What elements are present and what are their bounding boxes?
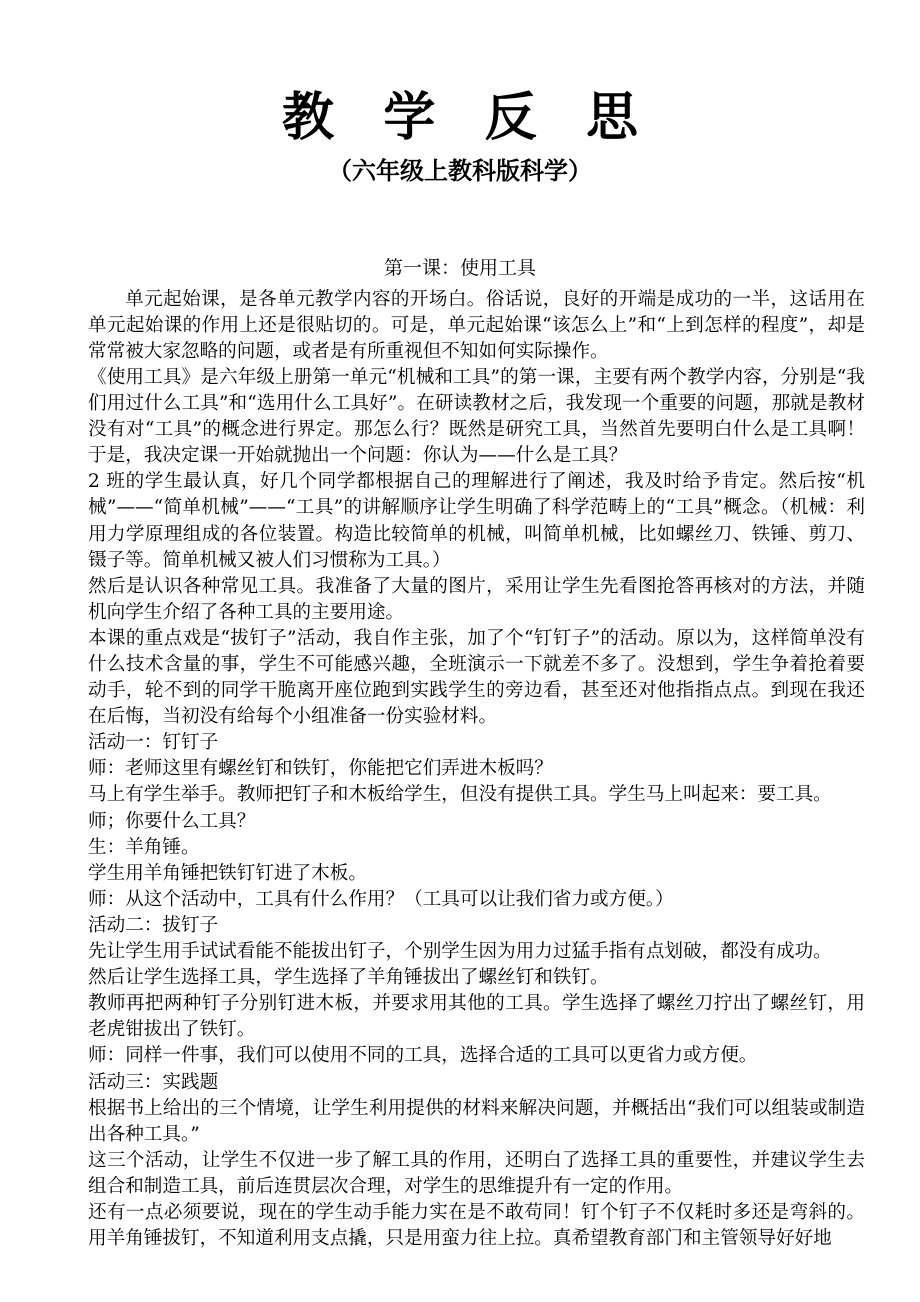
paragraph: 教师再把两种钉子分别钉进木板，并要求用其他的工具。学生选择了螺丝刀拧出了螺丝钉，用老虎钳拔出了铁钉。: [88, 993, 865, 1041]
page-title: 教 学 反 思: [282, 87, 654, 148]
paragraph: 师：从这个活动中，工具有什么作用？（工具可以让我们省力或方便。）: [88, 888, 674, 910]
document-body: [0, 287, 920, 1252]
paragraph: 活动二：拔钉子: [88, 914, 219, 936]
paragraph: 还有一点必须要说，现在的学生动手能力实在是不敢苟同！钉个钉子不仅耗时多还是弯斜的。用羊角锤拔钉，不知道利用支点撬，只是用蛮力往上拉。真希望教育部门和主管领导好好地: [88, 1201, 865, 1250]
paragraph: 学生用羊角锤把铁钉钉进了木板。: [88, 862, 367, 884]
paragraph: 《使用工具》是六年级上册第一单元“机械和工具”的第一课，主要有两个教学内容，分别是“我们用过什么工具”和“选用什么工具好”。在研读教材之后，我发现一个重要的问题，那就是教材没有对“工具”的概念进行界定。那怎么行？既然是研究工具，当然首先要明白什么是工具啊！于是，我决定课一开始就抛出一个问题：你认为——什么是工具？: [88, 366, 865, 467]
paragraph: 根据书上给出的三个情境，让学生利用提供的材料来解决问题，并概括出“我们可以组装或制造出各种工具。”: [88, 1097, 865, 1145]
paragraph: 先让学生用手试试看能不能拔出钉子，个别学生因为用力过猛手指有点划破，都没有成功。: [88, 941, 832, 963]
paragraph: 2 班的学生最认真，好几个同学都根据自己的理解进行了阐述，我及时给予肯定。然后按“机械”——“简单机械”——“工具”的讲解顺序让学生明确了科学范畴上的“工具”概念。（机械：利用力学原理组成的各位装置。构造比较简单的机械，叫简单机械，比如螺丝刀、铁锤、剪刀、镊子等。简单机械又被人们习惯称为工具。）: [88, 471, 865, 571]
lesson-heading: 第一课：使用工具: [383, 257, 536, 279]
paragraph: 师：老师这里有螺丝钉和铁钉，你能把它们弄进木板吗？: [88, 758, 553, 780]
paragraph: 然后是认识各种常见工具。我准备了大量的图片，采用让学生先看图抢答再核对的方法，并随机向学生介绍了各种工具的主要用途。: [88, 575, 865, 623]
paragraph: 活动一：钉钉子: [88, 732, 219, 754]
paragraph: 师：同样一件事，我们可以使用不同的工具，选择合适的工具可以更省力或方便。: [88, 1045, 758, 1067]
page-subtitle: （六年级上教科版科学）: [328, 157, 592, 185]
paragraph: 然后让学生选择工具，学生选择了羊角锤拔出了螺丝钉和铁钉。: [88, 967, 609, 989]
paragraph: 活动三：实践题: [88, 1071, 219, 1093]
paragraph: 这三个活动，让学生不仅进一步了解工具的作用，还明白了选择工具的重要性，并建议学生去组合和制造工具，前后连贯层次合理，对学生的思维提升有一定的作用。: [88, 1149, 865, 1197]
paragraph: 马上有学生举手。教师把钉子和木板给学生，但没有提供工具。学生马上叫起来：要工具。: [88, 784, 832, 806]
paragraph: 生：羊角锤。: [88, 836, 200, 858]
paragraph: 本课的重点戏是“拔钉子”活动，我自作主张，加了个“钉钉子”的活动。原以为，这样简单没有什么技术含量的事，学生不可能感兴趣，全班演示一下就差不多了。没想到，学生争着抢着要动手，轮不到的同学干脆离开座位跑到实践学生的旁边看，甚至还对他指指点点。到现在我还在后悔，当初没有给每个小组准备一份实验材料。: [88, 627, 865, 728]
paragraph: 师；你要什么工具？: [88, 810, 256, 832]
paragraph: 单元起始课，是各单元教学内容的开场白。俗话说，良好的开端是成功的一半，这话用在单元起始课的作用上还是很贴切的。可是，单元起始课“该怎么上”和“上到怎样的程度”，却是常常被大家忽略的问题，或者是有所重视但不知如何实际操作。: [88, 288, 865, 362]
